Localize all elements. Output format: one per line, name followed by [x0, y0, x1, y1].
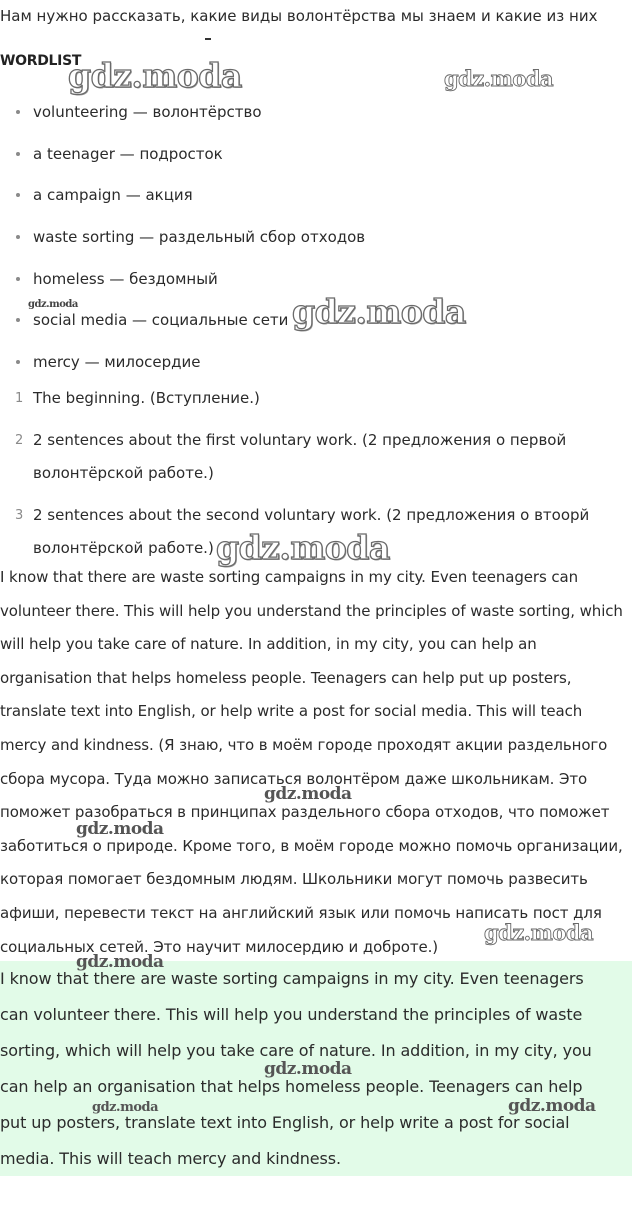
plan-item-number: 1 — [15, 391, 24, 406]
wordlist-item-text: a teenager — подросток — [33, 144, 223, 163]
watermark: gdz.moda — [264, 784, 352, 804]
wordlist-item-text: mercy — милосердие — [33, 353, 201, 372]
wordlist-heading: WORDLIST — [0, 53, 82, 69]
answer-text: I know that there are waste sorting campaigns in my city. Even teenagers can volunteer there. This will help you understand the principles of waste sorting, which will help you take care of nature. In addition, in my city, you can help an organisation that helps homeless people. Teenagers can help put up posters, translate text into English, or help write a post for social media. This will teach mercy and kindness. — [0, 969, 592, 1168]
explanation-paragraph: I know that there are waste sorting campaigns in my city. Even teenagers can volunteer there. This will help you understand the principles of waste sorting, which will help you take care of nature. In addition, in my city, you can help an organisation that helps homeless people. Teenagers can help put up posters, translate text into English, or help write a post for social media. This will teach mercy and kindness. (Я знаю, что в моём городе проходят акции раздельного сбора мусора. Туда можно записаться волонтёром даже школьникам. Это поможет разобраться в принципах раздельного сбора отходов, что поможет заботиться о природе. Кроме того, в моём городе можно помочь организации, которая помогает бездомным людям. Школьники могут помочь развесить афиши, перевести текст на английский язык или помочь написать пост для социальных сетей. Это научит милосердию и доброте.) — [0, 568, 623, 956]
wordlist-item — [0, 340, 632, 382]
wordlist-item-text: waste sorting — раздельный сбор отходов — [33, 228, 366, 247]
watermark: gdz.moda — [484, 920, 594, 945]
plan-item-number: 2 — [15, 433, 24, 448]
wordlist-item-text: social media — социальные сети — [33, 311, 289, 330]
bullet-icon — [16, 360, 20, 364]
plan-item-text: 2 sentences about the second voluntary work. (2 предложения о втоорй волонтёрской работе.) — [33, 506, 590, 557]
watermark: gdz.moda — [508, 1096, 596, 1116]
watermark: gdz.moda — [292, 292, 466, 331]
bullet-icon — [16, 318, 20, 322]
bullet-icon — [16, 235, 20, 239]
plan-item-number: 3 — [15, 508, 24, 523]
plan-item-text: The beginning. (Вступление.) — [33, 389, 260, 407]
divider-dash — [205, 38, 211, 40]
watermark: gdz.moda — [444, 66, 554, 91]
wordlist-item-text: homeless — бездомный — [33, 269, 218, 288]
watermark: gdz.moda — [264, 1059, 352, 1079]
plan-item — [0, 424, 632, 490]
watermark: gdz.moda — [92, 1100, 159, 1115]
wordlist-item-text: volunteering — волонтёрство — [33, 103, 262, 121]
watermark: gdz.moda — [216, 528, 390, 567]
bullet-icon — [16, 193, 20, 197]
bullet-icon — [16, 152, 20, 156]
watermark: gdz.moda — [76, 819, 164, 839]
wordlist-item — [0, 132, 632, 174]
watermark: gdz.moda — [68, 56, 242, 95]
watermark: gdz.moda — [28, 299, 78, 310]
bullet-icon — [16, 277, 20, 281]
wordlist-item — [0, 215, 632, 257]
wordlist-item — [0, 90, 632, 132]
wordlist-item — [0, 173, 632, 215]
plan-item-text: 2 sentences about the first voluntary work. (2 предложения о первой волонтёрской работе.) — [33, 431, 567, 482]
intro-text: Нам нужно рассказать, какие виды волонтёрства мы знаем и какие из них — [0, 7, 598, 25]
plan-item — [0, 382, 632, 415]
wordlist-item-text: a campaign — акция — [33, 186, 193, 205]
wordlist — [0, 90, 632, 382]
watermark: gdz.moda — [76, 952, 164, 972]
bullet-icon — [16, 110, 20, 114]
